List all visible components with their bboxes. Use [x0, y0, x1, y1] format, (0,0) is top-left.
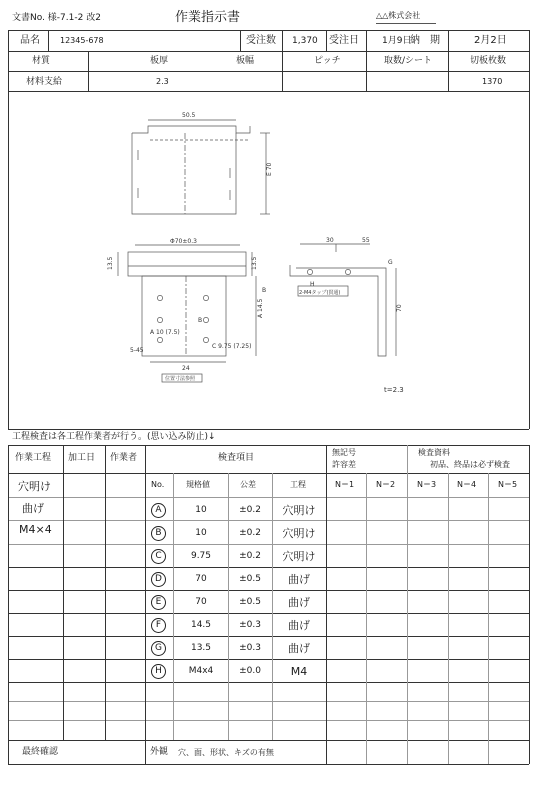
- no-header: No.: [151, 480, 165, 489]
- proc-b: 穴明け: [282, 527, 316, 540]
- tolerance-sub: 許容差: [332, 460, 356, 469]
- tol-f: ±0.3: [239, 620, 261, 630]
- process-header: 作業工程: [15, 453, 52, 463]
- n3-header: N＝3: [417, 480, 437, 489]
- inspection-header: 検査項目: [218, 453, 255, 463]
- dim-c: C 9.75 (7.25): [212, 343, 252, 350]
- data-title: 検査資料: [418, 448, 450, 457]
- document-title: 作業指示書: [175, 10, 241, 25]
- tol-b: ±0.2: [239, 528, 261, 538]
- date-header: 加工日: [68, 453, 96, 463]
- mark-h: H: [151, 664, 166, 679]
- order-qty-value: 1,370: [292, 36, 318, 46]
- proc-c: 穴明け: [282, 550, 316, 563]
- dim-right-b: B: [262, 287, 267, 294]
- spec-d: 70: [195, 574, 207, 584]
- mark-e: E: [151, 595, 166, 610]
- item-value: 12345-678: [60, 36, 104, 45]
- mark-b: B: [151, 526, 166, 541]
- item-label: 品名: [20, 35, 40, 46]
- side-30: 30: [326, 237, 334, 244]
- order-date-value: 1月9日: [382, 36, 412, 46]
- process-drilling: 穴明け: [18, 480, 51, 493]
- tolerance-title: 無記号: [332, 448, 356, 457]
- ref-box: 位置寸法参照: [165, 376, 196, 382]
- final-check-label: 最終確認: [22, 747, 59, 757]
- tol-d: ±0.5: [239, 574, 261, 584]
- proc-d: 曲げ: [288, 573, 310, 586]
- spec-g: 13.5: [190, 643, 212, 653]
- mark-f: F: [151, 618, 166, 633]
- data-sub: 初品、終品は必ず検査: [430, 460, 510, 469]
- tol-a: ±0.2: [239, 505, 261, 515]
- tol-header: 公差: [240, 480, 256, 489]
- thickness-header: 板厚: [150, 56, 169, 66]
- order-qty-label: 受注数: [246, 35, 276, 46]
- worker-header: 作業者: [110, 453, 138, 463]
- spec-c: 9.75: [190, 551, 212, 561]
- dim-height: E 70: [266, 162, 273, 176]
- n5-header: N＝5: [498, 480, 518, 489]
- dim-a: A 10 (7.5): [150, 329, 180, 336]
- cut-count-header: 切板枚数: [470, 56, 507, 66]
- side-note: 2-M4タップ(貫通): [299, 290, 341, 296]
- delivery-label: 納 期: [410, 35, 440, 46]
- proc-a: 穴明け: [282, 504, 316, 517]
- material-header: 材質: [32, 56, 51, 66]
- appearance-label: 外観: [150, 747, 169, 757]
- side-g: G: [388, 259, 393, 266]
- n2-header: N＝2: [376, 480, 396, 489]
- mark-g: G: [151, 641, 166, 656]
- dim-left-h: 13.5: [107, 256, 114, 270]
- proc-header: 工程: [290, 480, 306, 489]
- thickness-value: 2.3: [156, 77, 169, 86]
- width-header: 板幅: [236, 56, 255, 66]
- dim-phi: Φ70±0.3: [170, 238, 197, 245]
- document-number: 文書No. 様-7.1-2 改2: [12, 13, 101, 23]
- proc-e: 曲げ: [288, 596, 310, 609]
- side-55: 55: [362, 237, 370, 244]
- process-tapping: M4×4: [19, 523, 52, 536]
- tol-c: ±0.2: [239, 551, 261, 561]
- delivery-value: 2月2日: [474, 35, 507, 46]
- company-name: △△株式会社: [376, 11, 421, 20]
- mark-d: D: [151, 572, 166, 587]
- tol-g: ±0.3: [239, 643, 261, 653]
- mark-c: C: [151, 549, 166, 564]
- tol-e: ±0.5: [239, 597, 261, 607]
- appearance-value: 穴、面、形状、キズの有無: [178, 748, 274, 757]
- dim-right-h: 13.5: [251, 256, 258, 270]
- spec-h: M4x4: [188, 666, 214, 676]
- spec-e: 70: [195, 597, 207, 607]
- dim-top-width: 50.5: [182, 112, 196, 119]
- process-bending: 曲げ: [22, 502, 44, 515]
- n4-header: N＝4: [457, 480, 477, 489]
- spec-header: 規格値: [186, 480, 210, 489]
- side-len: 70: [396, 304, 403, 312]
- thickness-note: t=2.3: [384, 386, 404, 394]
- mark-a: A: [151, 503, 166, 518]
- dim-45: 5-45: [130, 347, 144, 354]
- dim-right-a: A 14.5: [257, 298, 264, 318]
- cut-count-value: 1370: [482, 77, 503, 86]
- n1-header: N＝1: [335, 480, 355, 489]
- proc-f: 曲げ: [288, 619, 310, 632]
- pitch-header: ピッチ: [314, 56, 341, 66]
- dim-b: B: [198, 317, 203, 324]
- per-sheet-header: 取数/シート: [384, 56, 433, 66]
- dim-bottom: 24: [182, 365, 190, 372]
- side-h: H: [310, 281, 315, 288]
- spec-b: 10: [195, 528, 207, 538]
- spec-f: 14.5: [190, 620, 212, 630]
- proc-h: M4: [290, 665, 308, 678]
- proc-g: 曲げ: [288, 642, 310, 655]
- spec-a: 10: [195, 505, 207, 515]
- material-supply: 材料支給: [26, 77, 63, 87]
- process-note: 工程検査は各工程作業者が行う。(思い込み防止)↓: [12, 432, 216, 442]
- tol-h: ±0.0: [239, 666, 261, 676]
- order-date-label: 受注日: [329, 35, 359, 46]
